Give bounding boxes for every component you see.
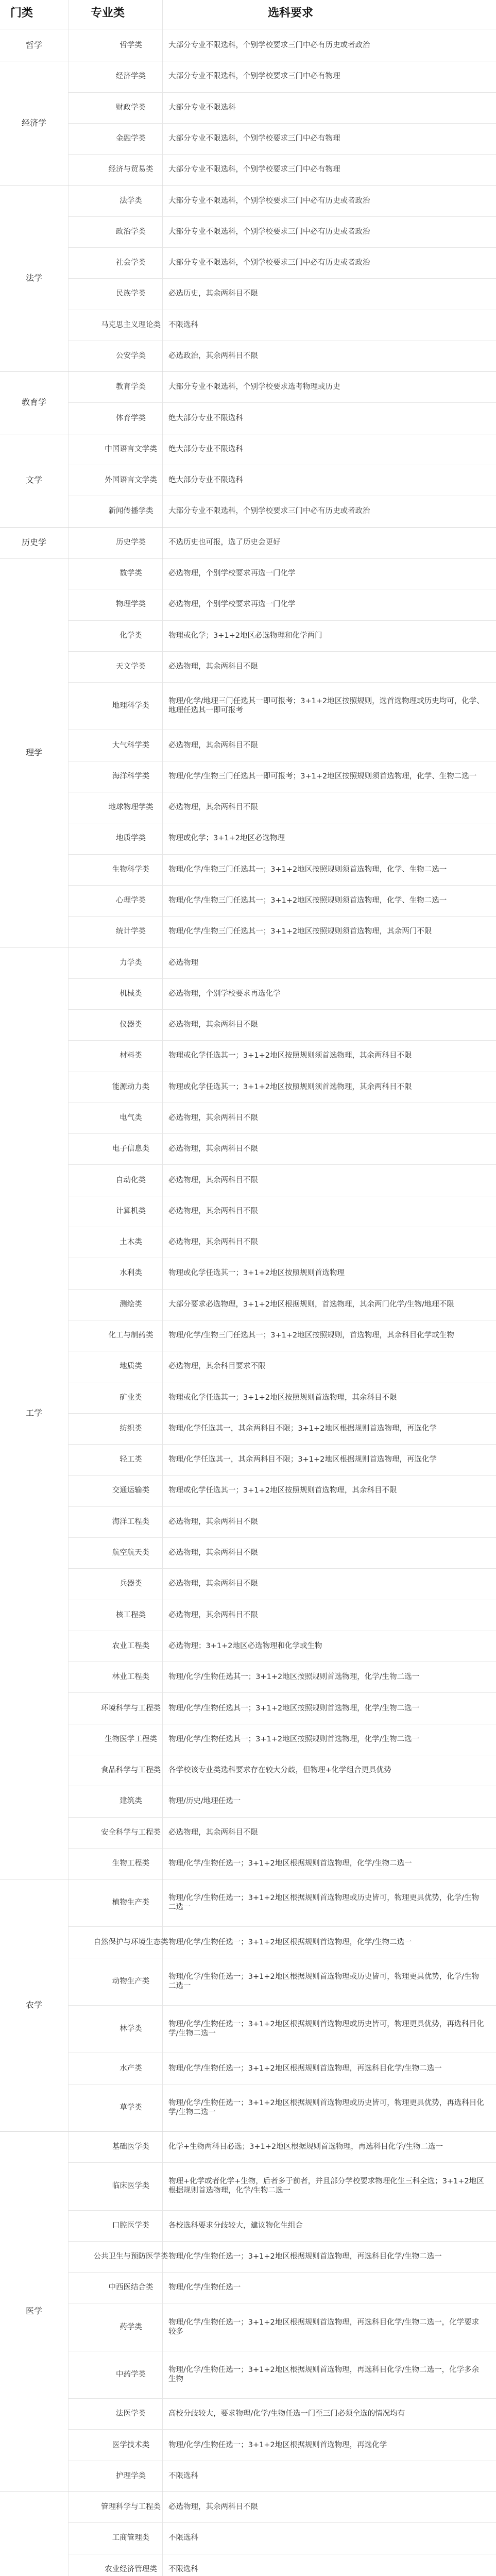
major-name: 临床医学类 — [112, 2182, 150, 2191]
row-divider — [68, 1009, 496, 1010]
requirement-text: 物理/化学/生物任选一；3+1+2地区根据规则首选物理，再选科目化学/生物二选一 — [168, 2252, 442, 2261]
major-name: 化工与制药类 — [108, 1331, 153, 1340]
major-name: 生物医学工程类 — [105, 1735, 157, 1743]
requirement-text: 物理/化学/生物任选一；3+1+2地区根据规则首选物理或历史皆可，物理更具优势，化学/生物二选一 — [168, 1972, 480, 1990]
major-name: 地质学类 — [116, 834, 146, 843]
major-name: 财政学类 — [116, 103, 146, 112]
major-name: 水产类 — [119, 2064, 142, 2073]
requirement-text: 必选物理 — [168, 958, 198, 967]
requirement-text: 物理/化学/生物任选其一；3+1+2地区按照规则首选物理，化学/生物二选一 — [168, 1673, 420, 1682]
major-name: 哲学类 — [119, 41, 142, 50]
major-name: 生物工程类 — [112, 1859, 150, 1868]
requirement-text: 必选物理，其余两科目不限 — [168, 1176, 258, 1184]
row-divider — [68, 854, 496, 855]
requirement-text: 不限选科 — [168, 2565, 198, 2573]
requirement-text: 必选物理，其余两科目不限 — [168, 1517, 258, 1526]
major-name: 天文学类 — [116, 662, 146, 671]
major-name: 医学技术类 — [112, 2441, 150, 2449]
major-name: 纺织类 — [119, 1424, 142, 1433]
requirement-text: 大部分专业不限选科，个别学校要求三门中必有历史或者政治 — [168, 41, 370, 50]
major-name: 土木类 — [119, 1238, 142, 1247]
requirement-text: 物理或化学任选其一；3+1+2地区按照规则首选物理 — [168, 1269, 345, 1278]
major-name: 动物生产类 — [112, 1977, 150, 1986]
row-divider — [68, 154, 496, 155]
requirement-text: 大部分专业不限选科，个别学校要求选考物理或历史 — [168, 383, 340, 392]
requirement-text: 大部分专业不限选科，个别学校要求三门中必有物理 — [168, 134, 340, 143]
major-name: 自动化类 — [116, 1176, 146, 1184]
column-divider — [68, 0, 69, 2576]
requirement-text: 绝大部分专业不限选科 — [168, 414, 243, 422]
requirement-text: 物理/化学/生物任选一；3+1+2地区根据规则首选物理，再选化学 — [168, 2441, 387, 2449]
requirement-text: 必选物理；3+1+2地区必选物理和化学或生物 — [168, 1641, 322, 1650]
requirement-text: 大部分专业不限选科，个别学校要求三门中必有历史或者政治 — [168, 507, 370, 516]
major-name: 安全科学与工程类 — [101, 1828, 161, 1837]
row-divider — [68, 2162, 496, 2163]
row-divider — [68, 2429, 496, 2430]
major-name: 口腔医学类 — [112, 2221, 150, 2230]
header-requirement: 选科要求 — [268, 7, 314, 20]
major-name: 地球物理学类 — [108, 803, 153, 812]
row-divider — [68, 1133, 496, 1134]
major-name: 机械类 — [119, 989, 142, 998]
requirement-text: 物理/化学/生物三门任选其一；3+1+2地区按照规则须首选物理，化学、生物二选一 — [168, 896, 447, 905]
major-name: 法学类 — [119, 196, 142, 205]
major-name: 经济学类 — [116, 72, 146, 81]
row-divider — [68, 2522, 496, 2523]
major-name: 数学类 — [119, 569, 142, 578]
requirement-text: 必选政治，其余两科目不限 — [168, 352, 258, 361]
row-divider — [68, 2210, 496, 2211]
requirement-text: 不选历史也可报，选了历史会更好 — [168, 538, 281, 547]
major-name: 心理学类 — [116, 896, 146, 905]
row-divider — [68, 1164, 496, 1165]
requirement-text: 不限选科 — [168, 2534, 198, 2543]
row-divider — [68, 885, 496, 886]
requirement-text: 物理或化学任选其一；3+1+2地区按照规则首选物理，其余科目不限 — [168, 1393, 397, 1402]
row-divider — [0, 371, 496, 372]
major-name: 力学类 — [119, 958, 142, 967]
row-divider — [68, 247, 496, 248]
row-divider — [68, 2272, 496, 2273]
major-name: 核工程类 — [116, 1611, 146, 1619]
row-divider — [68, 682, 496, 683]
row-divider — [0, 2131, 496, 2132]
requirement-text: 大部分专业不限选科，个别学校要求三门中必有历史或者政治 — [168, 227, 370, 236]
major-name: 药学类 — [119, 2323, 142, 2331]
requirement-text: 必选物理，其余两科目不限 — [168, 1114, 258, 1123]
requirement-text: 各学校该专业类选科要求存在较大分歧，但物理+化学组合更具优势 — [168, 1766, 391, 1775]
category-label: 文学 — [25, 475, 42, 485]
major-name: 草学类 — [119, 2103, 142, 2112]
requirement-text: 物理+化学或者化学+生物，后者多于前者，并且部分学校要求物理化生三科全选；3+1+2地区根据规则首选物理，化学/生物二选一 — [168, 2177, 484, 2195]
major-name: 中西医结合类 — [108, 2283, 153, 2292]
major-name: 环境科学与工程类 — [101, 1704, 161, 1713]
major-name: 新闻传播学类 — [108, 507, 153, 516]
requirement-text: 物理或化学；3+1+2地区必选物理和化学两门 — [168, 631, 322, 640]
requirement-text: 物理/化学/生物任选一 — [168, 2283, 241, 2292]
major-name: 食品科学与工程类 — [101, 1766, 161, 1775]
major-name: 法医学类 — [116, 2410, 146, 2418]
requirement-text: 必选物理，其余两科目不限 — [168, 741, 258, 750]
requirement-text: 必选物理，个别学校要求再选一门化学 — [168, 600, 296, 609]
major-name: 农业经济管理类 — [105, 2565, 157, 2573]
requirement-text: 物理/化学/生物三门任选其一即可报考；3+1+2地区按照规则须首选物理，化学、生物二选一 — [168, 772, 477, 781]
category-label: 法学 — [25, 273, 42, 283]
category-label: 医学 — [25, 2306, 42, 2316]
major-name: 统计学类 — [116, 927, 146, 936]
row-divider — [0, 527, 496, 528]
major-name: 电气类 — [119, 1114, 142, 1123]
row-divider — [68, 916, 496, 917]
requirement-text: 物理/化学/地理三门任选其一即可报考；3+1+2地区按照规则，选首选物理或历史均可，化学、地理任选其一即可报考 — [168, 697, 484, 715]
requirement-text: 不限选科 — [168, 2471, 198, 2480]
requirement-text: 必选物理，其余两科目不限 — [168, 1549, 258, 1557]
requirement-text: 必选历史，其余两科目不限 — [168, 290, 258, 298]
major-name: 公安学类 — [116, 352, 146, 361]
requirement-text: 物理或化学任选其一；3+1+2地区按照规则须首选物理，其余两科目不限 — [168, 1082, 412, 1091]
major-name: 电子信息类 — [112, 1145, 150, 1154]
row-divider — [68, 1568, 496, 1569]
major-name: 测绘类 — [119, 1300, 142, 1309]
major-name: 植物生产类 — [112, 1899, 150, 1907]
major-name: 生物科学类 — [112, 865, 150, 874]
major-name: 农业工程类 — [112, 1641, 150, 1650]
row-divider — [68, 123, 496, 124]
row-divider — [68, 1289, 496, 1290]
major-name: 工商管理类 — [112, 2534, 150, 2543]
major-name: 林业工程类 — [112, 1673, 150, 1682]
requirement-text: 物理/化学/生物任选一；3+1+2地区根据规则首选物理，化学/生物二选一 — [168, 1859, 412, 1868]
category-label: 工学 — [25, 1408, 42, 1418]
major-name: 林学类 — [119, 2025, 142, 2033]
major-name: 地理科学类 — [112, 702, 150, 710]
requirement-text: 大部分专业不限选科，个别学校要求三门中必有历史或者政治 — [168, 196, 370, 205]
row-divider — [68, 1506, 496, 1507]
major-name: 航空航天类 — [112, 1549, 150, 1557]
requirement-text: 化学+生物两科目必选；3+1+2地区根据规则首选物理，再选科目化学/生物二选一 — [168, 2143, 443, 2151]
row-divider — [68, 1444, 496, 1445]
requirement-text: 物理/化学/生物任选一；3+1+2地区根据规则首选物理或历史皆可，物理更具优势，化学/生物二选一 — [168, 1894, 480, 1912]
category-label: 历史学 — [21, 537, 46, 547]
requirement-text: 绝大部分专业不限选科 — [168, 476, 243, 485]
requirement-text: 必选物理，其余两科目不限 — [168, 1145, 258, 1154]
major-name: 体育学类 — [116, 414, 146, 422]
requirement-text: 物理/化学/生物任选一；3+1+2地区根据规则首选物理，化学/生物二选一 — [168, 1938, 412, 1946]
major-name: 基础医学类 — [112, 2143, 150, 2151]
major-name: 历史学类 — [116, 538, 146, 547]
requirement-text: 大部分要求必选物理，3+1+2地区根据规则，首选物理，其余两门化学/生物/地理不限 — [168, 1300, 454, 1309]
requirement-text: 物理/化学/生物任选其一；3+1+2地区按照规则首选物理，化学/生物二选一 — [168, 1735, 420, 1743]
row-divider — [68, 278, 496, 279]
requirement-text: 大部分专业不限选科，个别学校要求三门中必有历史或者政治 — [168, 259, 370, 267]
major-name: 大气科学类 — [112, 741, 150, 750]
row-divider — [68, 1817, 496, 1818]
requirement-text: 大部分专业不限选科，个别学校要求三门中必有物理 — [168, 165, 340, 174]
major-name: 建筑类 — [119, 1797, 142, 1806]
requirement-text: 必选物理，个别学校要求再选一门化学 — [168, 569, 296, 578]
row-divider — [68, 1537, 496, 1538]
row-divider — [68, 2398, 496, 2399]
major-name: 仪器类 — [119, 1021, 142, 1029]
requirement-text: 必选物理，其余两科目不限 — [168, 662, 258, 671]
category-label: 农学 — [25, 2000, 42, 2010]
major-name: 材料类 — [119, 1052, 142, 1060]
row-divider — [68, 402, 496, 403]
requirement-text: 物理/化学/生物任选其一；3+1+2地区按照规则首选物理，化学/生物二选一 — [168, 1704, 420, 1713]
row-divider — [68, 620, 496, 621]
requirement-text: 必选物理，其余两科目不限 — [168, 1021, 258, 1029]
major-name: 民族学类 — [116, 290, 146, 298]
requirement-text: 物理/化学/生物三门任选其一；3+1+2地区按照规则，首选物理，其余科目化学或生物 — [168, 1331, 454, 1340]
category-label: 哲学 — [25, 40, 42, 50]
requirement-text: 必选物理，个别学校要求再选化学 — [168, 989, 281, 998]
row-divider — [68, 1692, 496, 1693]
requirement-text: 必选物理，其余两科目不限 — [168, 1238, 258, 1247]
requirement-text: 必选物理，其余两科目不限 — [168, 1611, 258, 1619]
major-name: 公共卫生与预防医学类 — [93, 2252, 168, 2261]
requirement-text: 不限选科 — [168, 320, 198, 329]
requirement-text: 绝大部分专业不限选科 — [168, 445, 243, 453]
row-divider — [68, 216, 496, 217]
requirement-text: 高校分歧较大，要求物理/化学/生物任选一门至三门必须全选的情况均有 — [168, 2410, 405, 2418]
row-divider — [68, 978, 496, 979]
requirement-text: 物理/化学任选其一，其余两科目不限；3+1+2地区根据规则首选物理，再选化学 — [168, 1424, 437, 1433]
major-name: 海洋科学类 — [112, 772, 150, 781]
requirement-text: 物理/化学任选其一，其余两科目不限；3+1+2地区根据规则首选物理，再选化学 — [168, 1455, 437, 1464]
major-name: 中药学类 — [116, 2370, 146, 2379]
major-name: 外国语言文学类 — [105, 476, 157, 485]
major-name: 中国语言文学类 — [105, 445, 157, 453]
major-name: 地质类 — [119, 1362, 142, 1371]
requirement-text: 各校选科要求分歧较大，建议物化生组合 — [168, 2221, 303, 2230]
major-name: 管理科学与工程类 — [101, 2503, 161, 2512]
major-name: 金融学类 — [116, 134, 146, 143]
major-name: 经济与贸易类 — [108, 165, 153, 174]
row-divider — [68, 1848, 496, 1849]
requirement-text: 物理或化学；3+1+2地区必选物理 — [168, 834, 285, 843]
row-divider — [68, 92, 496, 93]
header-major: 专业类 — [91, 7, 125, 20]
row-divider — [68, 2241, 496, 2242]
requirement-text: 必选物理，其余两科目不限 — [168, 1580, 258, 1588]
requirement-text: 物理/化学/生物任选一；3+1+2地区根据规则首选物理，再选科目化学/生物二选一，化学要求较多 — [168, 2318, 480, 2336]
requirement-text: 物理/化学/生物任选一；3+1+2地区根据规则首选物理，再选科目化学/生物二选一，化学多余生物 — [168, 2365, 480, 2383]
requirement-text: 必选物理，其余两科目不限 — [168, 1207, 258, 1215]
major-name: 兵器类 — [119, 1580, 142, 1588]
requirement-text: 大部分专业不限选科，个别学校要求三门中必有物理 — [168, 72, 340, 81]
major-name: 教育学类 — [116, 383, 146, 392]
row-divider — [68, 651, 496, 652]
requirement-text: 物理/化学/生物任选一；3+1+2地区根据规则首选物理或历史皆可，物理更具优势，再选科目化学/生物二选一 — [168, 2020, 484, 2038]
requirement-text: 物理/历史/地理任选一 — [168, 1797, 241, 1806]
requirement-text: 物理/化学/生物任选一；3+1+2地区根据规则首选物理，再选科目化学/生物二选一 — [168, 2064, 442, 2073]
major-name: 政治学类 — [116, 227, 146, 236]
major-name: 自然保护与环境生态类 — [93, 1938, 168, 1946]
major-name: 海洋工程类 — [112, 1517, 150, 1526]
major-name: 矿业类 — [119, 1393, 142, 1402]
major-name: 社会学类 — [116, 259, 146, 267]
major-name: 水利类 — [119, 1269, 142, 1278]
major-name: 交通运输类 — [112, 1486, 150, 1495]
major-name: 计算机类 — [116, 1207, 146, 1215]
requirement-text: 物理/化学/生物三门任选其一；3+1+2地区按照规则须首选物理，化学、生物二选一 — [168, 865, 447, 874]
major-name: 物理学类 — [116, 600, 146, 609]
major-name: 护理学类 — [116, 2471, 146, 2480]
category-label: 理学 — [25, 747, 42, 757]
requirement-text: 必选物理，其余两科目不限 — [168, 1828, 258, 1837]
major-name: 化学类 — [119, 631, 142, 640]
requirement-text: 大部分专业不限选科 — [168, 103, 236, 112]
row-divider — [68, 1413, 496, 1414]
requirement-text: 物理或化学任选其一；3+1+2地区按照规则首选物理，其余科目不限 — [168, 1486, 397, 1495]
row-divider — [68, 2005, 496, 2006]
major-name: 马克思主义理论类 — [101, 320, 161, 329]
row-divider — [68, 1475, 496, 1476]
requirement-text: 必选物理，其余两科目不限 — [168, 803, 258, 812]
requirement-text: 物理/化学/生物任选一；3+1+2地区根据规则首选物理或历史皆可，物理更具优势，再选科目化学/生物二选一 — [168, 2098, 484, 2116]
requirement-text: 物理或化学任选其一；3+1+2地区按照规则须首选物理，其余两科目不限 — [168, 1052, 412, 1060]
requirement-text: 物理/化学/生物三门任选其一；3+1+2地区按照规则须首选物理，其余两门不限 — [168, 927, 432, 936]
row-divider — [68, 1040, 496, 1041]
requirement-text: 必选物理，其余两科目不限 — [168, 2503, 258, 2512]
header-category: 门类 — [10, 7, 33, 20]
major-name: 能源动力类 — [112, 1082, 150, 1091]
major-name: 轻工类 — [119, 1455, 142, 1464]
requirement-text: 必选物理，其余科目要求不限 — [168, 1362, 266, 1371]
row-divider — [68, 1926, 496, 1927]
category-label: 经济学 — [21, 117, 46, 128]
category-label: 教育学 — [21, 397, 46, 408]
